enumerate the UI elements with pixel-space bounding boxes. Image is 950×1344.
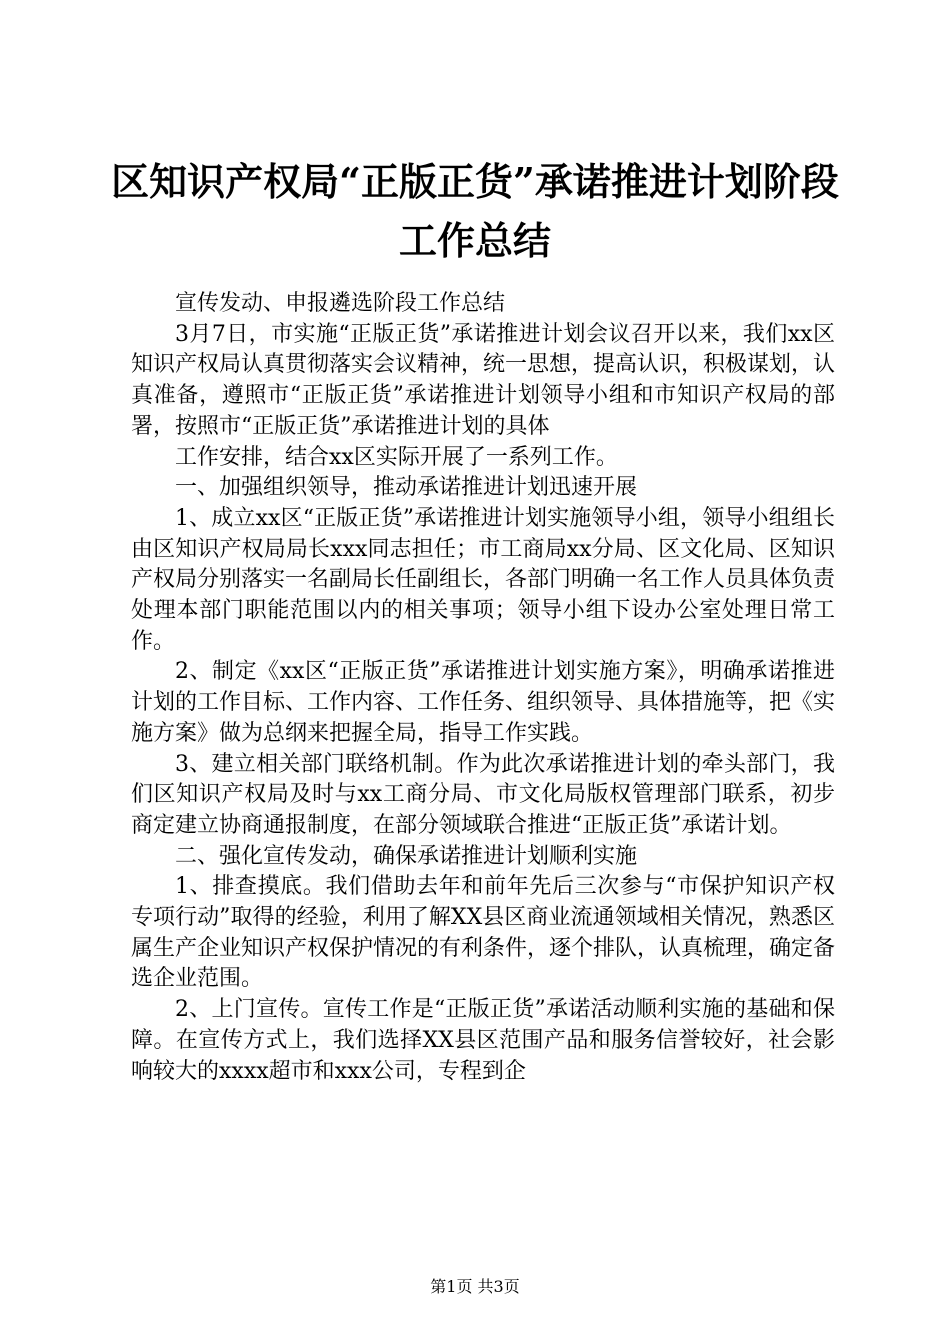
document-title-line-1: 区知识产权局“正版正货”承诺推进计划阶段 <box>111 159 839 204</box>
document-body <box>131 289 835 1087</box>
paragraph: 宣传发动、申报遴选阶段工作总结 <box>175 291 506 316</box>
paragraph: 3、建立相关部门联络机制。作为此次承诺推进计划的牵头部门，我们区知识产权局及时与xx工商分局、市文化局版权管理部门联系，初步商定建立协商通报制度，在部分领域联合推进“正版正货”承诺计划。 <box>131 751 835 838</box>
section-heading: 一、加强组织领导，推动承诺推进计划迅速开展 <box>175 475 638 501</box>
paragraph: 2、上门宣传。宣传工作是“正版正货”承诺活动顺利实施的基础和保障。在宣传方式上，我们选择XX县区范围产品和服务信誉较好，社会影响较大的xxxx超市和xxx公司，专程到企 <box>131 997 835 1084</box>
page-footer: 第1页 共3页 <box>430 1277 520 1296</box>
paragraph: 2、制定《xx区“正版正货”承诺推进计划实施方案》，明确承诺推进计划的工作目标、工作内容、工作任务、组织领导、具体措施等，把《实施方案》做为总纲来把握全局，指导工作实践。 <box>131 659 836 746</box>
paragraph: 3月7日，市实施“正版正货”承诺推进计划会议召开以来，我们xx区知识产权局认真贯彻落实会议精神，统一思想，提高认识，积极谋划，认真准备，遵照市“正版正货”承诺推进计划领导小组和市知识产权局的部署，按照市“正版正货”承诺推进计划的具体 <box>131 321 836 439</box>
paragraph: 1、成立xx区“正版正货”承诺推进计划实施领导小组，领导小组组长由区知识产权局局长xxx同志担任；市工商局xx分局、区文化局、区知识产权局分别落实一名副局长任副组长，各部门明确一名工作人员具体负责处理本部门职能范围以内的相关事项；领导小组下设办公室处理日常工作。 <box>131 505 836 654</box>
paragraph: 工作安排，结合xx区实际开展了一系列工作。 <box>175 444 618 470</box>
section-heading: 二、强化宣传发动，确保承诺推进计划顺利实施 <box>175 843 638 869</box>
paragraph: 1、排查摸底。我们借助去年和前年先后三次参与“市保护知识产权专项行动”取得的经验，利用了解XX县区商业流通领域相关情况，熟悉区属生产企业知识产权保护情况的有利条件，逐个排队，认真梳理，确定备选企业范围。 <box>131 874 836 992</box>
document-title-line-2: 工作总结 <box>398 218 551 263</box>
